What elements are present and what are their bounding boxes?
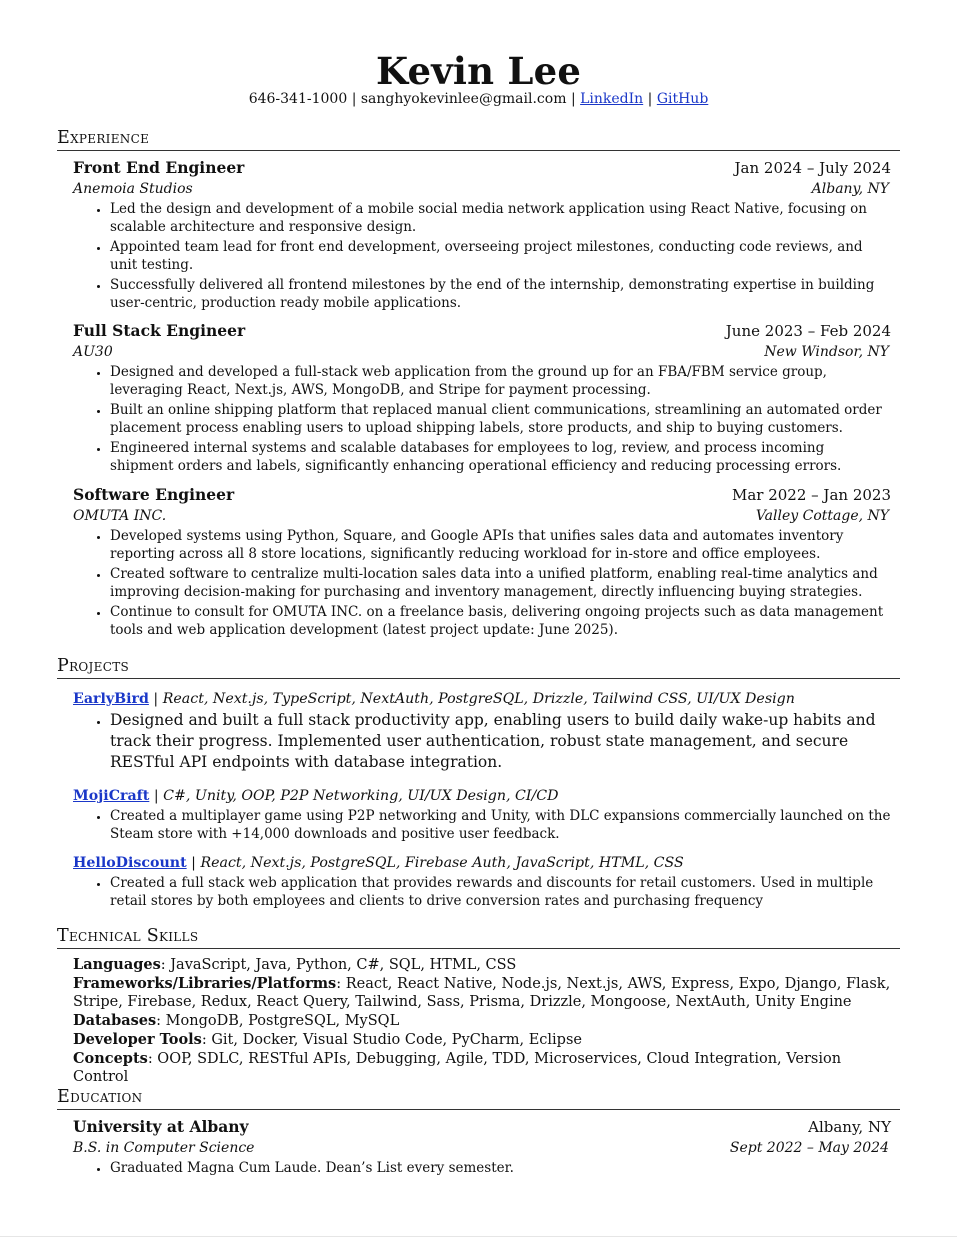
job-bullet: • Created software to centralize multi-location sales data into a unified platform, enabling real-time analytics and improving decision-making for purchasing and inventory management, directly influencing buying strategies. [110,565,891,602]
separator: | [191,855,196,871]
experience-heading: Experience [57,127,900,151]
job-date: Jan 2024 – July 2024 [734,159,891,177]
job-bullet: • Engineered internal systems and scalable databases for employees to log, review, and process incoming shipment orders and labels, significantly enhancing operational efficiency and reducing processing errors. [110,439,891,476]
job-bullet: • Appointed team lead for front end development, overseeing project milestones, conducting code reviews, and unit testing. [110,238,891,275]
project-bullet: • Designed and built a full stack productivity app, enabling users to build daily wake-up habits and track their progress. Implemented user authentication, robust state management, and secure RESTful API endpoints with database integration. [110,710,891,773]
skill-row [73,1050,891,1087]
job-bullet: • Led the design and development of a mobile social media network application using React Native, focusing on scalable architecture and responsive design. [110,200,891,237]
company-name: OMUTA INC. [73,508,167,524]
project-stack: React, Next.js, TypeScript, NextAuth, PostgreSQL, Drizzle, Tailwind CSS, UI/UX Design [162,691,795,707]
project-entry [73,689,891,774]
job-bullet: • Continue to consult for OMUTA INC. on a freelance basis, delivering ongoing projects such as data management tools and web application development (latest project update: June 2025). [110,603,891,640]
education-bullet: • Graduated Magna Cum Laude. Dean’s List every semester. [110,1159,891,1177]
skill-value: : JavaScript, Java, Python, C#, SQL, HTML, CSS [160,957,517,973]
job-title: Front End Engineer [73,158,245,177]
separator: | [351,91,357,107]
separator: | [153,691,159,707]
skill-label: Frameworks/Libraries/Platforms [73,974,337,992]
education-heading: Education [57,1086,900,1110]
github-link[interactable]: GitHub [656,91,709,107]
education-entry [73,1116,891,1179]
email: sanghyokevinlee@gmail.com [360,91,567,107]
project-link[interactable]: EarlyBird [73,691,149,707]
skill-row [73,956,891,975]
job-location: Albany, NY [811,181,889,197]
skill-label: Databases [73,1012,157,1030]
project-stack: React, Next.js, PostgreSQL, Firebase Auth, JavaScript, HTML, CSS [200,855,684,871]
job-date: Mar 2022 – Jan 2023 [731,486,891,504]
job-location: New Windsor, NY [764,344,889,360]
project-entry [73,786,891,845]
job-title: Full Stack Engineer [73,321,246,340]
skills-list [73,956,891,1087]
skill-value: : MongoDB, PostgreSQL, MySQL [156,1013,400,1030]
skill-value: : React, React Native, Node.js, Next.js, AWS, Express, Expo, Django, Flask, Stripe, Firebase, Redux, React Query, Tailwind, Sass, Prisma, Drizzle, Mongoose, NextAuth, Unity Engine [73,975,891,1011]
page-edge [0,1236,957,1237]
resume-name: Kevin Lee [375,49,582,93]
skill-value: : Git, Docker, Visual Studio Code, PyCharm, Eclipse [201,1031,582,1048]
project-bullet: • Created a full stack web application that provides rewards and discounts for retail customers. Used in multiple retail stores by both employees and clients to drive conversion rates and purchasing frequency [110,874,891,911]
project-link[interactable]: HelloDiscount [73,855,187,871]
job-entry [73,157,891,314]
company-name: AU30 [73,344,113,360]
degree: B.S. in Computer Science [73,1140,255,1156]
skill-row [73,1031,891,1050]
skill-label: Languages [73,956,161,973]
job-entry [73,320,891,477]
skill-row [73,975,891,1012]
separator: | [570,91,576,107]
separator: | [647,91,653,107]
job-title: Software Engineer [73,485,235,504]
education-date: Sept 2022 – May 2024 [729,1140,889,1156]
linkedin-link[interactable]: LinkedIn [580,91,644,107]
skills-heading: Technical Skills [57,925,900,949]
phone: 646-341-1000 [248,91,348,107]
project-link[interactable]: MojiCraft [73,788,150,804]
separator: | [153,788,159,804]
job-bullet: • Built an online shipping platform that replaced manual client communications, streamlining an automated order placement process enabling users to upload shipping labels, store products, and ship to buying customers. [110,401,891,438]
project-stack: C#, Unity, OOP, P2P Networking, UI/UX Design, CI/CD [163,788,559,804]
job-bullet: • Developed systems using Python, Square, and Google APIs that unifies sales data and automates inventory reporting across all 8 store locations, significantly reducing workload for in-store and office employees. [110,527,891,564]
skill-label: Developer Tools [73,1030,202,1048]
skill-label: Concepts [73,1049,148,1067]
job-location: Valley Cottage, NY [755,508,889,524]
job-date: June 2023 – Feb 2024 [725,322,891,340]
company-name: Anemoia Studios [73,181,193,197]
contact-line [0,90,957,108]
job-bullet: • Successfully delivered all frontend milestones by the end of the internship, demonstrating expertise in building user-centric, production ready mobile applications. [110,276,891,313]
project-entry [73,853,891,912]
project-bullet: • Created a multiplayer game using P2P networking and Unity, with DLC expansions commercially launched on the Steam store with +14,000 downloads and positive user feedback. [110,807,891,844]
school-name: University at Albany [73,1117,249,1136]
job-entry [73,484,891,641]
projects-heading: Projects [57,655,900,679]
job-bullet: • Designed and developed a full-stack web application from the ground up for an FBA/FBM service group, leveraging React, Next.js, AWS, MongoDB, and Stripe for payment processing. [110,363,891,400]
school-location: Albany, NY [808,1118,891,1136]
skill-value: : OOP, SDLC, RESTful APIs, Debugging, Agile, TDD, Microservices, Cloud Integration, Version Control [73,1050,842,1086]
skill-row [73,1012,891,1031]
